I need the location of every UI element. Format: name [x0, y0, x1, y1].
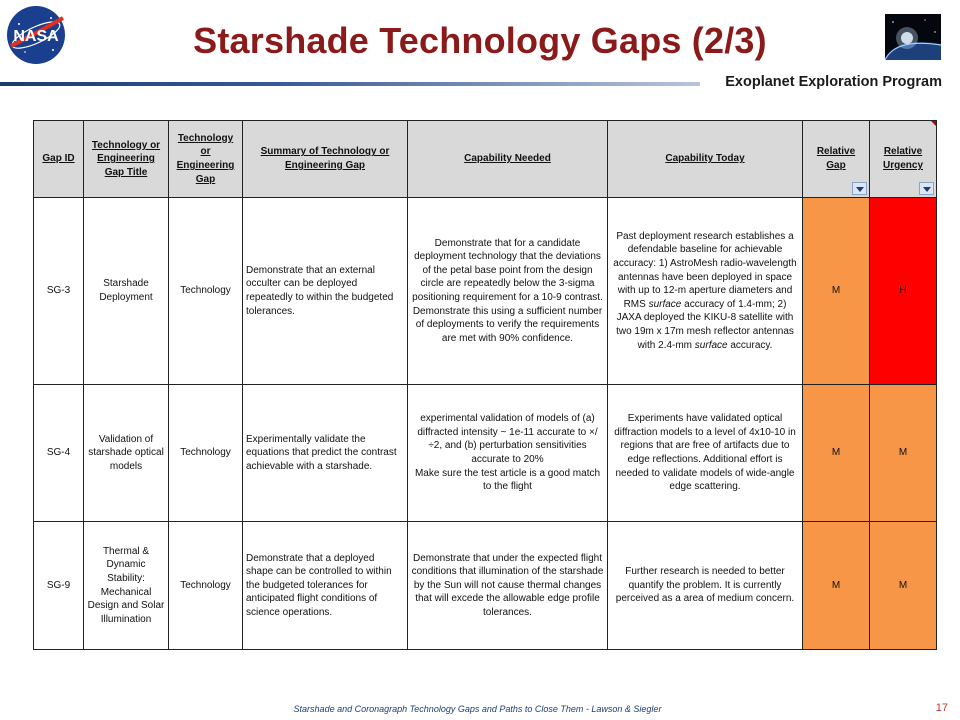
header-relative-urgency-label: Relative Urgency [882, 146, 923, 171]
summary-cell: Demonstrate that an external occulter can be deployed repeatedly to within the budgeted tolerances. [243, 198, 408, 385]
technology-gaps-table [33, 120, 937, 650]
relative-urgency-cell: M [870, 385, 937, 522]
capability-today-cell: Experiments have validated optical diffraction models to a level of 4x10-10 in regions that are free of artifacts due to edge reflections. Additional effort is needed to validate models of wide-angle edge scattering. [608, 385, 803, 522]
capability-today-text: accuracy. [727, 339, 773, 351]
gap-id-cell: SG-3 [34, 198, 84, 385]
header-capability-needed: Capability Needed [408, 121, 608, 198]
table-row [34, 522, 937, 650]
slide-title: Starshade Technology Gaps (2/3) [193, 20, 767, 61]
gap-title-cell: Thermal & Dynamic Stability: Mechanical Design and Solar Illumination [84, 522, 169, 650]
summary-cell: Experimentally validate the equations that predict the contrast achievable with a starshade. [243, 385, 408, 522]
table-row [34, 385, 937, 522]
table-row [34, 198, 937, 385]
relative-urgency-cell: M [870, 522, 937, 650]
page-number: 17 [935, 702, 948, 714]
gap-type-cell: Technology [169, 522, 243, 650]
filter-dropdown-icon[interactable] [919, 182, 934, 195]
header-capability-today: Capability Today [608, 121, 803, 198]
header-relative-gap [803, 121, 870, 198]
filter-dropdown-icon[interactable] [852, 182, 867, 195]
header-gap-type: Technology or Engineering Gap [169, 121, 243, 198]
footer-citation: Starshade and Coronagraph Technology Gaps and Paths to Close Them - Lawson & Siegler [293, 704, 662, 714]
gap-title-cell: Starshade Deployment [84, 198, 169, 385]
capability-needed-cell: Demonstrate that for a candidate deployment technology that the deviations of the petal base point from the design circle are repeatedly below the 3-sigma positioning requirement for a 10-9 contrast. Demonstrate this using a sufficient number of deployments to verify the requirements are met with 90% confidence. [408, 198, 608, 385]
header-gap-id: Gap ID [34, 121, 84, 198]
header-relative-gap-label: Relative Gap [816, 146, 856, 171]
capability-needed-cell: experimental validation of models of (a) diffracted intensity ~ 1e-11 accurate to ×/÷2, and (b) perturbation sensitivities accurate to 20% Make sure the test article is a good match to the flight [408, 385, 608, 522]
table-header-row [34, 121, 937, 198]
gap-id-cell: SG-4 [34, 385, 84, 522]
relative-urgency-cell: H [870, 198, 937, 385]
comment-marker-icon [931, 121, 936, 126]
relative-gap-cell: M [803, 198, 870, 385]
capability-today-emphasis: surface [648, 298, 682, 310]
capability-today-emphasis: surface [694, 339, 728, 351]
header-gap-title: Technology or Engineering Gap Title [84, 121, 169, 198]
gap-id-cell: SG-9 [34, 522, 84, 650]
svg-text:NASA: NASA [13, 28, 59, 45]
gap-title-cell: Validation of starshade optical models [84, 385, 169, 522]
capability-today-cell [608, 198, 803, 385]
capability-today-cell: Further research is needed to better quantify the problem. It is currently perceived as a area of medium concern. [608, 522, 803, 650]
header-divider [0, 82, 700, 86]
program-name: Exoplanet Exploration Program [725, 74, 942, 90]
capability-needed-cell: Demonstrate that under the expected flight conditions that illumination of the starshade by the Sun will not cause thermal changes that will excede the allowable edge profile tolerances. [408, 522, 608, 650]
capability-today-text: Past deployment research establishes a defendable baseline for achievable accuracy: 1) AstroMesh radio-wavelength antennas have been deployed in space with up to 12-m aperture diameters and RMS [613, 230, 797, 310]
relative-gap-cell: M [803, 522, 870, 650]
relative-gap-cell: M [803, 385, 870, 522]
capability-today-text: accuracy of 1.4-mm; 2) JAXA deployed the KIKU-8 satellite with two 19m x 17m mesh reflector antennas with 2.4-mm [616, 298, 794, 351]
header-summary: Summary of Technology or Engineering Gap [243, 121, 408, 198]
summary-cell: Demonstrate that a deployed shape can be controlled to within the budgeted tolerances for anticipated flight conditions of science operations. [243, 522, 408, 650]
header-relative-urgency [870, 121, 937, 198]
gap-type-cell: Technology [169, 385, 243, 522]
earth-space-image-icon [885, 14, 941, 60]
gap-type-cell: Technology [169, 198, 243, 385]
